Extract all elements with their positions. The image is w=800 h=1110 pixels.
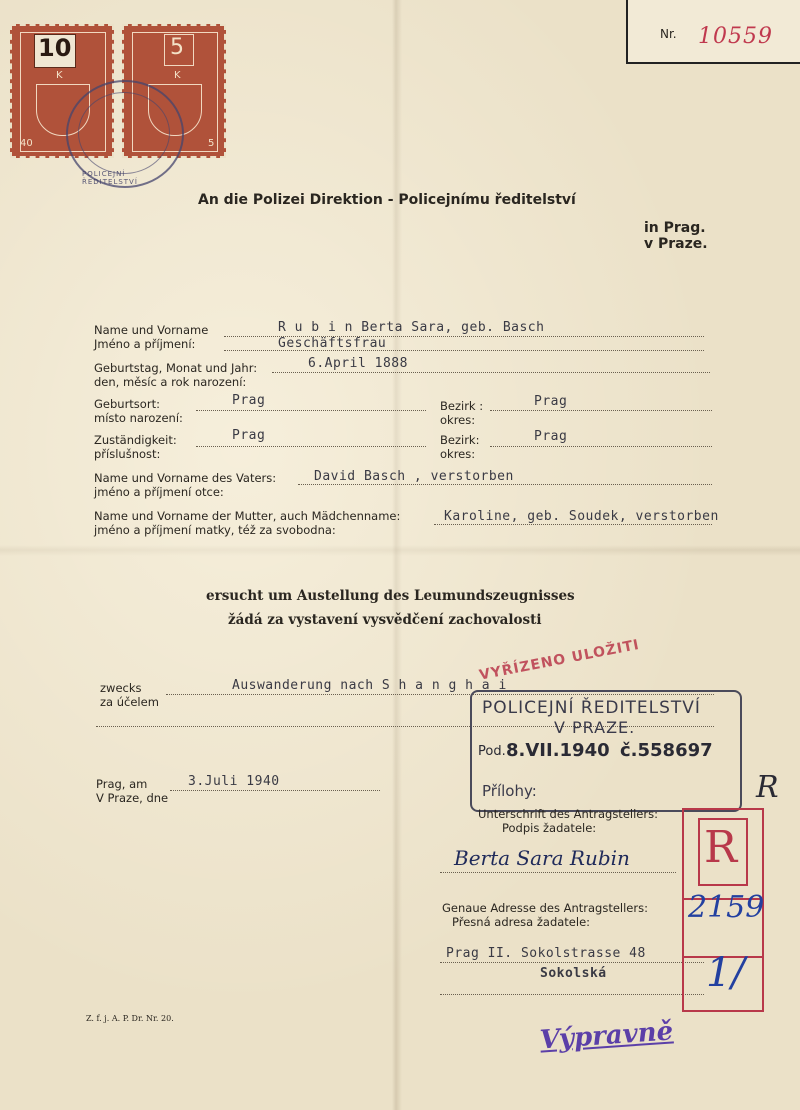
police-stamp-annex: Přílohy: xyxy=(482,782,537,800)
police-stamp-date: 8.VII.1940 xyxy=(506,740,610,761)
r-stamp-letter: R xyxy=(704,822,738,873)
mother-label-cz: jméno a příjmení matky, též za svobodna: xyxy=(94,523,336,537)
district2-value: Prag xyxy=(534,429,568,444)
r-stamp-number: 2159 xyxy=(688,890,765,925)
vyrizeno-overlay: VYŘÍZENO ULOŽITI xyxy=(478,636,642,684)
request-cz: žádá za vystavení vysvědčení zachovalosti xyxy=(228,612,542,628)
birth-label-cz: den, měsíc a rok narození: xyxy=(94,375,247,389)
round-police-seal: POLICEJNÍ ŘEDITELSTVÍ xyxy=(66,80,184,188)
place-date-label-cz: V Praze, dne xyxy=(96,791,169,805)
purpose-value: Auswanderung nach S h a n g h a i xyxy=(232,678,507,693)
number-value: 10559 xyxy=(698,24,773,49)
tax-stamp-10: 10 K 40 xyxy=(10,24,114,158)
place-date-label-de: Prag, am xyxy=(96,777,148,791)
birth-value: 6.April 1888 xyxy=(308,356,408,371)
addressee-city-cz: v Praze. xyxy=(644,236,708,252)
district1-value: Prag xyxy=(534,394,568,409)
address-line2: Sokolská xyxy=(540,966,607,981)
number-box xyxy=(626,0,800,64)
vypravne-text: Výpravně xyxy=(538,1016,675,1056)
number-label: Nr. xyxy=(660,27,677,41)
addressee-line: An die Polizei Direktion - Policejnímu ředitelství xyxy=(198,192,576,208)
jurisdiction-label-cz: příslušnost: xyxy=(94,447,161,461)
name-label-cz: Jméno a příjmení: xyxy=(94,337,196,351)
jurisdiction-label-de: Zuständigkeit: xyxy=(94,433,177,447)
purpose-label-cz: za účelem xyxy=(100,695,159,709)
name-value: R u b i n Berta Sara, geb. Basch xyxy=(278,320,545,335)
birthplace-label-cz: místo narození: xyxy=(94,411,183,425)
father-label-cz: jméno a příjmení otce: xyxy=(94,485,224,499)
address-label-cz: Přesná adresa žadatele: xyxy=(452,915,591,929)
district1-label-de: Bezirk : xyxy=(440,399,484,413)
police-stamp-line1: POLICEJNÍ ŘEDITELSTVÍ xyxy=(482,698,701,718)
signature-value: Berta Sara Rubin xyxy=(454,846,630,870)
tax-stamp-5: 5 K 5 xyxy=(122,24,226,158)
tax-stamp-5-value: 5 xyxy=(170,35,184,60)
jurisdiction-value: Prag xyxy=(232,428,266,443)
request-de: ersucht um Austellung des Leumundszeugnisses xyxy=(206,588,575,604)
signature-label-cz: Podpis žadatele: xyxy=(502,821,597,835)
district1-label-cz: okres: xyxy=(440,413,476,427)
address-label-de: Genaue Adresse des Antragstellers: xyxy=(442,901,648,915)
birthplace-label-de: Geburtsort: xyxy=(94,397,160,411)
district2-label-cz: okres: xyxy=(440,447,476,461)
father-label-de: Name und Vorname des Vaters: xyxy=(94,471,277,485)
mother-value-clip xyxy=(436,506,800,528)
mother-label-de: Name und Vorname der Mutter, auch Mädchenname: xyxy=(94,509,401,523)
police-stamp-prefix: Pod. xyxy=(478,744,506,759)
occupation-value: Geschäftsfrau xyxy=(278,336,387,351)
footer-code: Z. f. j. A. P. Dr. Nr. 20. xyxy=(86,1014,174,1023)
police-stamp-ref: č.558697 xyxy=(620,740,713,761)
mother-value: Karoline, geb. Soudek, verstorben xyxy=(444,509,719,524)
address-line1: Prag II. Sokolstrasse 48 xyxy=(446,946,646,961)
name-label-de: Name und Vorname xyxy=(94,323,209,337)
tax-stamp-10-value: 10 xyxy=(38,34,72,62)
purpose-label-de: zwecks xyxy=(100,681,142,695)
r-stamp-fraction: 1/ xyxy=(706,950,745,996)
district2-label-de: Bezirk: xyxy=(440,433,480,447)
signature-label-de: Unterschrift des Antragstellers: xyxy=(478,807,658,821)
father-value: David Basch , verstorben xyxy=(314,469,514,484)
place-date-value: 3.Juli 1940 xyxy=(188,774,280,789)
birthplace-value: Prag xyxy=(232,393,266,408)
addressee-city-de: in Prag. xyxy=(644,220,706,236)
margin-r-mark: R xyxy=(756,770,779,805)
birth-label-de: Geburtstag, Monat und Jahr: xyxy=(94,361,258,375)
police-received-stamp xyxy=(470,690,742,812)
police-stamp-line2: V PRAZE. xyxy=(554,718,636,737)
